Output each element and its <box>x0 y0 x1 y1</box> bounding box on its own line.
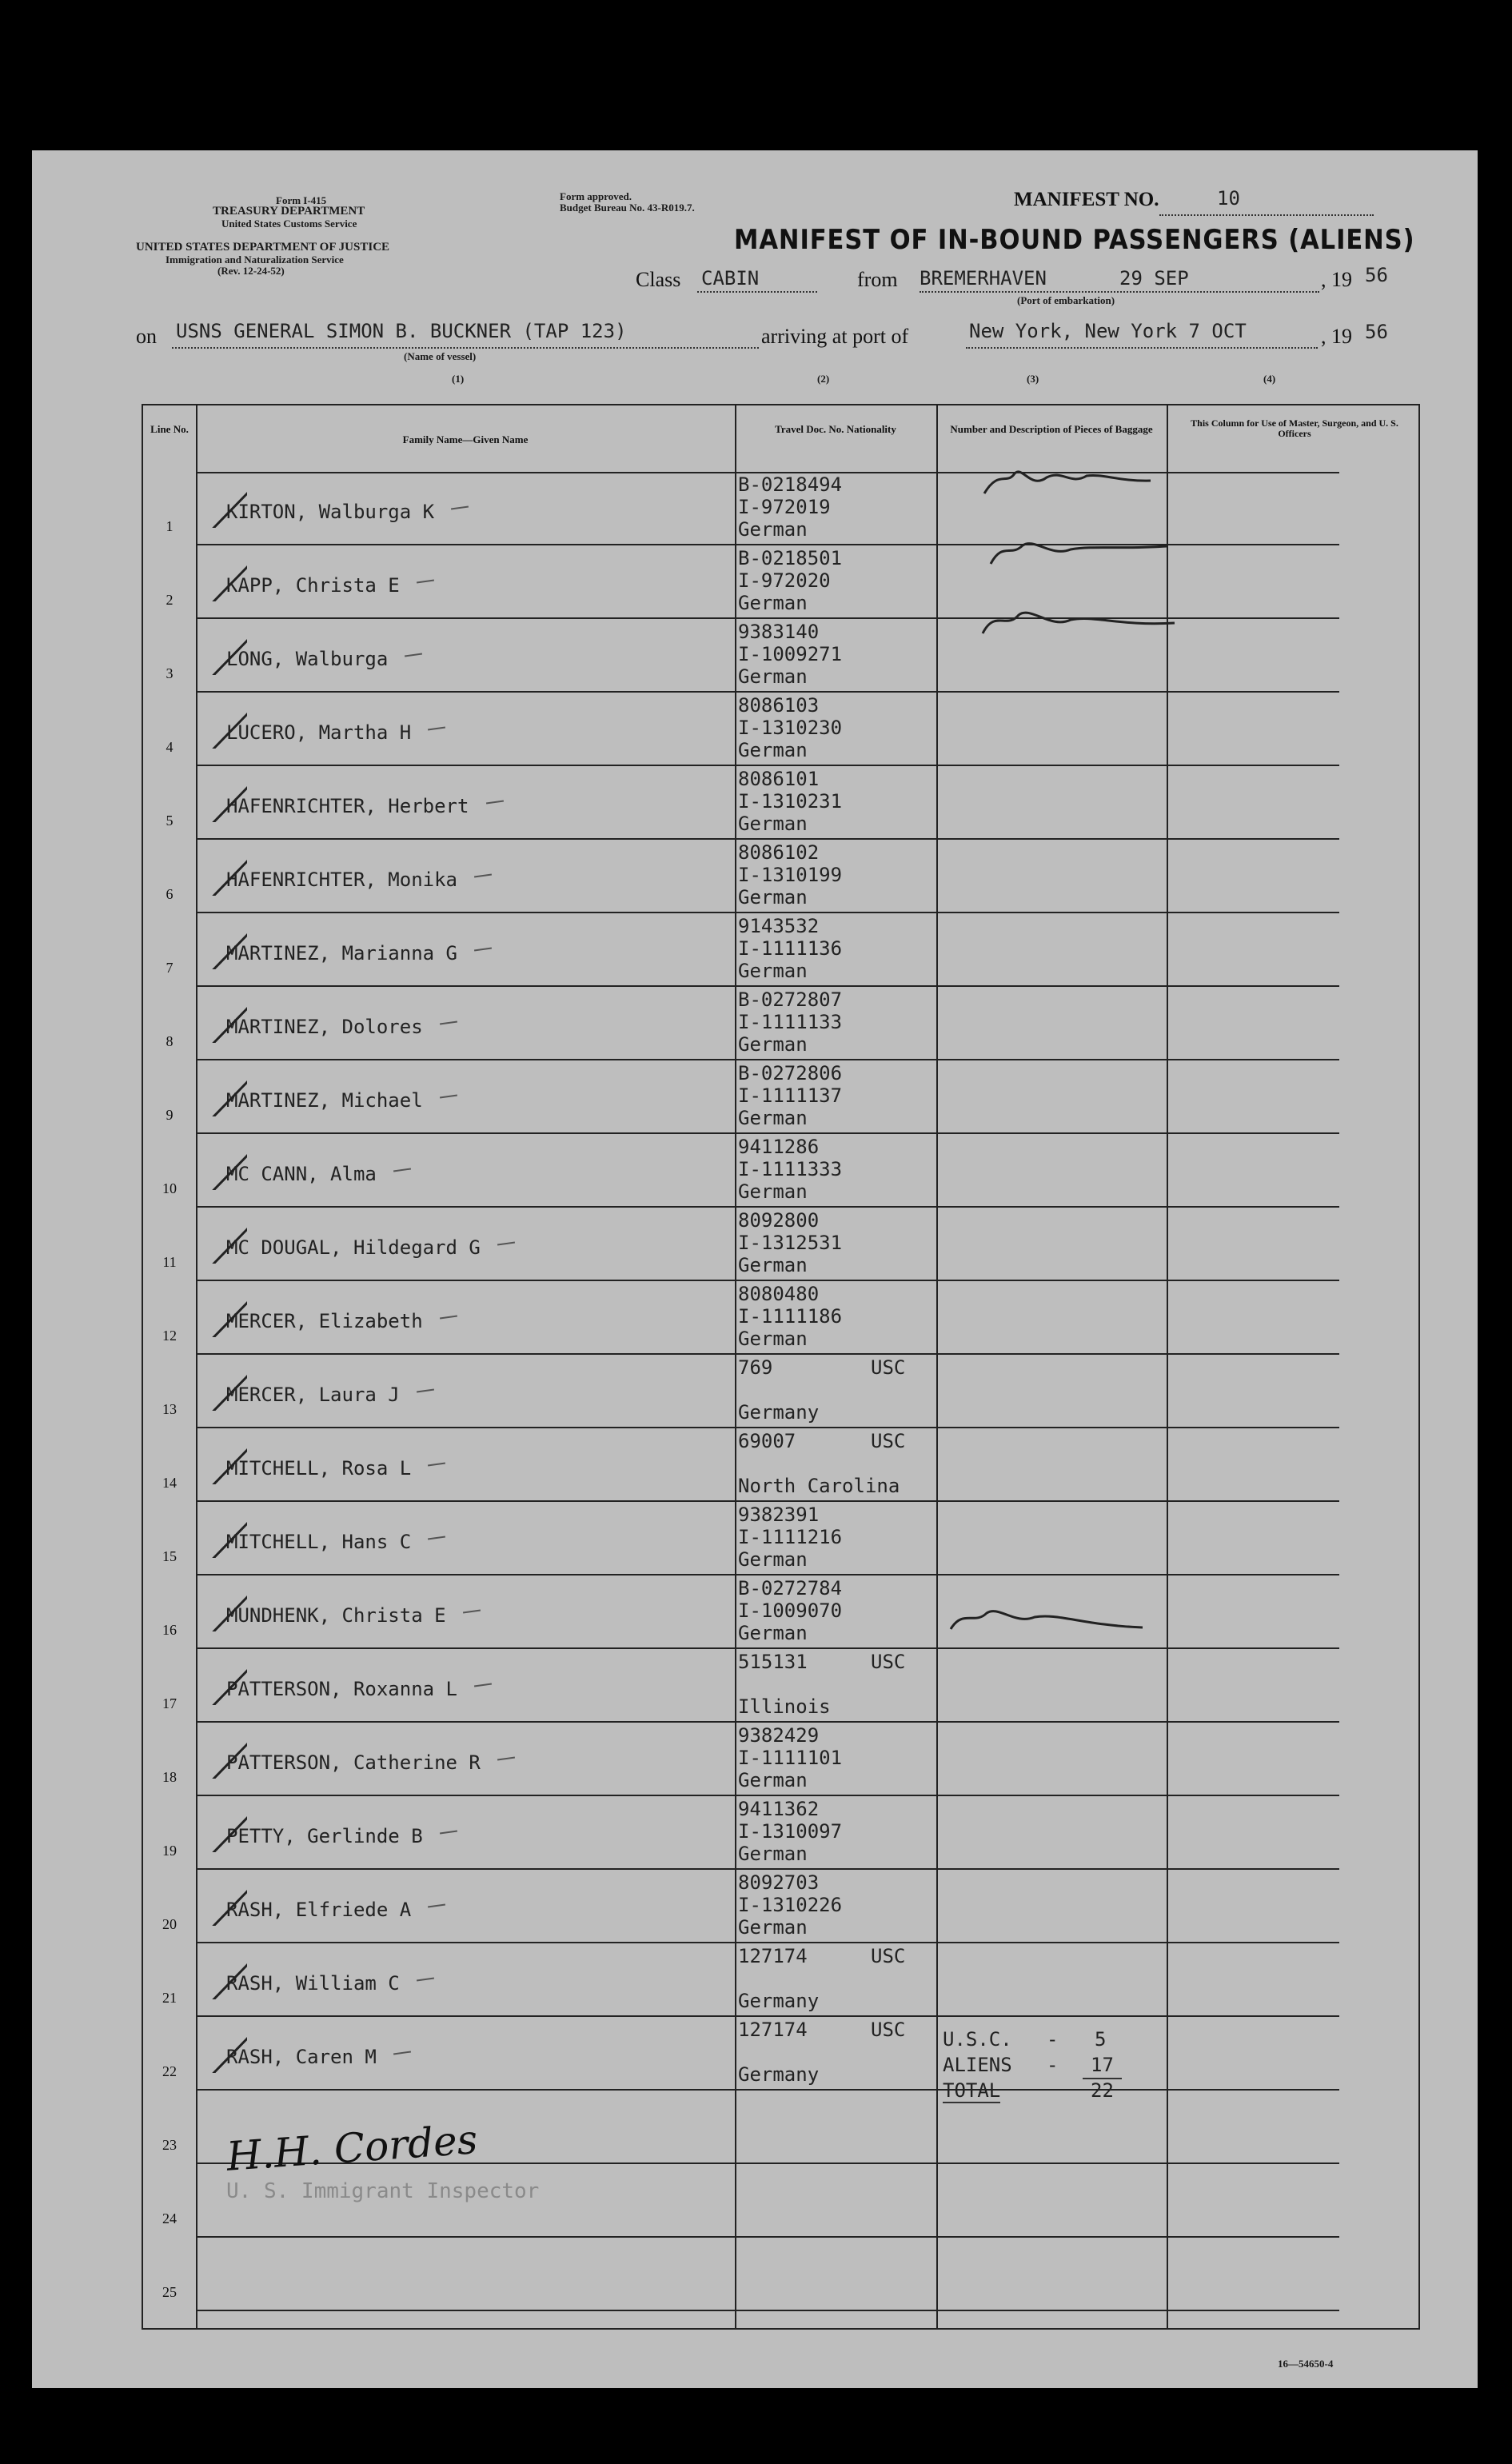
row-line-number: 3 <box>166 665 174 681</box>
tally-mark <box>497 1756 515 1760</box>
port-emb-caption: (Port of embarkation) <box>1017 294 1115 306</box>
row-line-number: 18 <box>162 1769 177 1785</box>
travel-doc-number: I-1310097 <box>738 1820 843 1843</box>
tally-mark <box>393 1168 410 1172</box>
passenger-name: MUNDHENK, Christa E <box>226 1604 446 1627</box>
passenger-name: HAFENRICHTER, Herbert <box>226 795 469 817</box>
travel-doc-number: B-0272784 <box>738 1577 843 1599</box>
row-line-number: 5 <box>166 813 174 829</box>
travel-doc-number: 8086103 <box>738 694 820 717</box>
passenger-name: PATTERSON, Catherine R <box>226 1751 481 1774</box>
summary-sep: - <box>1047 2028 1059 2051</box>
travel-doc-number: 69007 <box>738 1430 796 1452</box>
row-line-number: 1 <box>166 518 174 534</box>
summary-label: TOTAL <box>943 2079 1001 2102</box>
passenger-name: LUCERO, Martha H <box>226 721 412 744</box>
check-mark <box>175 848 247 896</box>
nationality: German <box>738 886 808 909</box>
baggage-initials <box>943 1597 1167 1645</box>
travel-doc-number: 8086101 <box>738 768 820 790</box>
nationality: German <box>738 1843 808 1865</box>
summary-label: ALIENS <box>943 2054 1012 2076</box>
year1-prefix: , 19 <box>1321 268 1352 291</box>
travel-doc-number: I-1310231 <box>738 790 843 813</box>
travel-doc-number: 8086102 <box>738 841 820 864</box>
on-label: on <box>136 325 157 348</box>
passenger-name: RASH, Elfriede A <box>226 1899 412 1921</box>
year2-prefix: , 19 <box>1321 325 1352 348</box>
travel-doc-number: I-1111137 <box>738 1084 843 1107</box>
check-mark <box>175 1216 247 1264</box>
travel-doc-number: B-0218494 <box>738 473 843 496</box>
travel-doc-cell <box>738 1651 831 1718</box>
travel-doc-number: I-972019 <box>738 496 831 518</box>
travel-doc-cell <box>738 1209 842 1276</box>
nationality: German <box>738 665 808 688</box>
row-line-number: 22 <box>162 2063 177 2079</box>
travel-doc-number: 9382429 <box>738 1724 820 1747</box>
tally-mark <box>462 1609 480 1613</box>
row-line-number: 12 <box>162 1328 177 1344</box>
travel-doc-cell <box>738 1724 842 1791</box>
passenger-name: MC CANN, Alma <box>226 1163 377 1185</box>
ins-service: Immigration and Naturalization Service <box>166 254 344 266</box>
travel-doc-number: I-1310226 <box>738 1894 843 1916</box>
nationality: German <box>738 960 808 982</box>
check-mark <box>175 553 247 601</box>
check-mark <box>175 1657 247 1705</box>
row-line-number: 6 <box>166 886 174 902</box>
travel-doc-cell <box>738 621 842 688</box>
table-row <box>143 1355 1418 1428</box>
travel-doc-number: 8092703 <box>738 1871 820 1894</box>
check-mark <box>175 480 247 528</box>
passenger-name: HAFENRICHTER, Monika <box>226 869 457 891</box>
table-row <box>143 1649 1418 1723</box>
summary-row <box>943 2052 1151 2078</box>
footer-code: 16—54650-4 <box>1278 2358 1334 2370</box>
table-row <box>143 987 1418 1060</box>
nationality: German <box>738 1548 808 1571</box>
nationality: Germany <box>738 1401 820 1424</box>
from-line <box>920 269 1319 293</box>
passenger-name: MERCER, Laura J <box>226 1384 400 1406</box>
travel-doc-number <box>738 1379 819 1401</box>
inspector-signature: H.H. Cordes <box>225 2116 480 2180</box>
travel-doc-cell <box>738 2019 819 2086</box>
travel-doc-number: I-1312531 <box>738 1232 843 1254</box>
travel-doc-cell <box>738 1062 842 1129</box>
tally-mark <box>439 1020 457 1024</box>
class-label: Class <box>636 268 681 291</box>
row-line-number: 19 <box>162 1843 177 1859</box>
vessel-name: USNS GENERAL SIMON B. BUCKNER (TAP 123) <box>176 320 627 342</box>
row-line-number: 25 <box>162 2284 177 2300</box>
passenger-name: MERCER, Elizabeth <box>226 1310 423 1332</box>
travel-doc-cell <box>738 841 842 909</box>
travel-doc-number: 9411286 <box>738 1136 820 1158</box>
row-line-number: 7 <box>166 960 174 976</box>
travel-doc-number: I-1310199 <box>738 864 843 886</box>
travel-doc-number <box>738 1673 831 1695</box>
form-number: Form I-415 <box>276 194 327 206</box>
travel-doc-number: 9143532 <box>738 915 820 937</box>
travel-doc-number: I-1009271 <box>738 643 843 665</box>
row-line-number: 9 <box>166 1107 174 1123</box>
inspector-title: U. S. Immigrant Inspector <box>226 2179 540 2203</box>
summary-value: 5 <box>1095 2028 1107 2051</box>
check-mark <box>175 1878 247 1926</box>
baggage-initials <box>975 437 1215 701</box>
check-mark <box>175 921 247 969</box>
nationality: German <box>738 739 808 761</box>
nationality: German <box>738 1769 808 1791</box>
table-row <box>143 913 1418 987</box>
usc-marker: USC <box>871 1430 906 1452</box>
nationality: German <box>738 1033 808 1056</box>
passenger-name: MARTINEZ, Marianna G <box>226 942 457 964</box>
page-title: MANIFEST OF IN-BOUND PASSENGERS (ALIENS) <box>734 224 1415 256</box>
check-mark <box>175 1804 247 1852</box>
check-mark <box>175 1510 247 1558</box>
header-travel-doc: Travel Doc. No. Nationality <box>775 423 896 435</box>
check-mark <box>175 627 247 675</box>
tally-mark <box>428 1536 445 1540</box>
travel-doc-number <box>738 1967 819 1990</box>
row-line-number: 4 <box>166 739 174 755</box>
passenger-name: MARTINEZ, Dolores <box>226 1016 423 1038</box>
tally-mark <box>474 873 492 877</box>
table-row <box>143 1796 1418 1870</box>
embarkation-date: 29 SEP <box>1119 267 1189 290</box>
table-row <box>143 545 1418 619</box>
row-line-number: 14 <box>162 1475 177 1491</box>
table-row <box>143 619 1418 693</box>
header-officers: This Column for Use of Master, Surgeon, and U. S. Officers <box>1191 417 1398 439</box>
passenger-name: KIRTON, Walburga K <box>226 501 435 523</box>
check-mark <box>175 1731 247 1779</box>
row-line-number: 11 <box>162 1254 177 1270</box>
tally-mark <box>474 1683 492 1687</box>
nationality: Germany <box>738 2063 820 2086</box>
passenger-name: RASH, Caren M <box>226 2046 377 2068</box>
table-row <box>143 766 1418 840</box>
tally-mark <box>497 1241 515 1245</box>
row-line-number: 13 <box>162 1401 177 1417</box>
tally-mark <box>439 1094 457 1098</box>
row-rule <box>196 2310 1339 2311</box>
manifest-no-value: 10 <box>1217 187 1240 210</box>
treasury-dept: TREASURY DEPARTMENT <box>213 205 365 218</box>
nationality: German <box>738 1328 808 1350</box>
usc-marker: USC <box>871 2019 906 2041</box>
table-row <box>143 1502 1418 1575</box>
tally-mark <box>416 1388 433 1392</box>
passenger-name: MITCHELL, Rosa L <box>226 1457 412 1480</box>
row-line-number: 15 <box>162 1548 177 1564</box>
tally-mark <box>428 726 445 730</box>
travel-doc-number: 769 <box>738 1356 773 1379</box>
travel-doc-number: 8092800 <box>738 1209 820 1232</box>
tally-mark <box>405 653 422 657</box>
justice-dept: UNITED STATES DEPARTMENT OF JUSTICE <box>136 241 390 254</box>
travel-doc-number: 515131 <box>738 1651 808 1673</box>
nationality: German <box>738 813 808 835</box>
table-row <box>143 840 1418 913</box>
travel-doc-number: I-972020 <box>738 569 831 592</box>
table-row <box>143 2017 1418 2091</box>
summary-value: 22 <box>1091 2079 1114 2102</box>
travel-doc-number: 9411362 <box>738 1798 820 1820</box>
nationality: German <box>738 1107 808 1129</box>
col-num-3: (3) <box>1027 373 1039 385</box>
usc-marker: USC <box>871 1651 906 1673</box>
year1-value: 56 <box>1365 264 1388 286</box>
travel-doc-number: B-0272806 <box>738 1062 843 1084</box>
travel-doc-number: 127174 <box>738 2019 808 2041</box>
header-line-no: Line No. <box>150 423 189 435</box>
passenger-name: LONG, Walburga <box>226 648 389 670</box>
header-name: Family Name—Given Name <box>402 433 529 445</box>
vessel-caption: (Name of vessel) <box>404 350 477 362</box>
check-mark <box>175 1068 247 1116</box>
table-row <box>143 2238 1418 2311</box>
tally-mark <box>428 1462 445 1466</box>
table-row <box>143 693 1418 766</box>
customs-service: United States Customs Service <box>221 218 357 230</box>
travel-doc-number: B-0218501 <box>738 547 843 569</box>
nationality: North Carolina <box>738 1475 900 1497</box>
manifest-no-line <box>1159 187 1374 216</box>
travel-doc-number: I-1111136 <box>738 937 843 960</box>
row-line-number: 8 <box>166 1033 174 1049</box>
travel-doc-cell <box>738 768 842 835</box>
row-line-number: 20 <box>162 1916 177 1932</box>
summary-label: U.S.C. <box>943 2028 1012 2051</box>
travel-doc-cell <box>738 1283 842 1350</box>
travel-doc-number: I-1009070 <box>738 1599 843 1622</box>
passenger-name: MARTINEZ, Michael <box>226 1089 423 1112</box>
arriving-label: arriving at port of <box>761 325 909 348</box>
from-value: BREMERHAVEN <box>920 267 1047 290</box>
nationality: German <box>738 518 808 541</box>
header-baggage: Number and Description of Pieces of Baggage <box>950 423 1153 435</box>
travel-doc-cell <box>738 694 842 761</box>
table-row <box>143 1575 1418 1649</box>
col-num-1: (1) <box>452 373 465 385</box>
class-value: CABIN <box>701 267 760 290</box>
manifest-no-label: MANIFEST NO. <box>1014 189 1159 210</box>
passenger-table <box>142 404 1420 2330</box>
table-row <box>143 1870 1418 1943</box>
travel-doc-cell <box>738 1504 842 1571</box>
nationality: Illinois <box>738 1695 831 1718</box>
travel-doc-number: I-1310230 <box>738 717 843 739</box>
check-mark <box>175 701 247 749</box>
travel-doc-number: 127174 <box>738 1945 808 1967</box>
row-line-number: 10 <box>162 1180 177 1196</box>
year2-value: 56 <box>1365 321 1388 343</box>
check-mark <box>175 2025 247 2073</box>
col-num-2: (2) <box>817 373 830 385</box>
table-row <box>143 1208 1418 1281</box>
nationality: German <box>738 1254 808 1276</box>
nationality: German <box>738 1622 808 1644</box>
row-line-number: 16 <box>162 1622 177 1638</box>
summary-row <box>943 2027 1151 2052</box>
travel-doc-cell <box>738 1798 842 1865</box>
nationality: German <box>738 592 808 614</box>
tally-mark <box>428 1903 445 1907</box>
travel-doc-number: I-1111333 <box>738 1158 843 1180</box>
travel-doc-cell <box>738 473 842 541</box>
tally-mark <box>393 2051 410 2055</box>
travel-doc-number: 9382391 <box>738 1504 820 1526</box>
check-mark <box>175 1142 247 1190</box>
row-line-number: 23 <box>162 2137 177 2153</box>
row-line-number: 21 <box>162 1990 177 2006</box>
row-line-number: 17 <box>162 1695 177 1711</box>
table-row <box>143 1943 1418 2017</box>
travel-doc-cell <box>738 547 842 614</box>
passenger-name: KAPP, Christa E <box>226 574 400 597</box>
tally-mark <box>485 800 503 804</box>
from-label: from <box>857 268 898 291</box>
row-line-number: 2 <box>166 592 174 608</box>
passenger-name: MC DOUGAL, Hildegard G <box>226 1236 481 1259</box>
passenger-name: PETTY, Gerlinde B <box>226 1825 423 1847</box>
tally-mark <box>439 1315 457 1319</box>
passenger-name: MITCHELL, Hans C <box>226 1531 412 1553</box>
form-rev: (Rev. 12-24-52) <box>217 265 285 277</box>
travel-doc-cell <box>738 1945 819 2012</box>
check-mark <box>175 1363 247 1411</box>
nationality: German <box>738 1916 808 1939</box>
travel-doc-number <box>738 1452 900 1475</box>
arrival-port: New York, New York 7 OCT <box>969 320 1247 342</box>
check-mark <box>175 1289 247 1337</box>
check-mark <box>175 1583 247 1631</box>
travel-doc-cell <box>738 988 842 1056</box>
form-approved: Form approved. <box>560 190 632 202</box>
travel-doc-number: B-0272807 <box>738 988 843 1011</box>
travel-doc-number: I-1111133 <box>738 1011 843 1033</box>
check-mark <box>175 995 247 1043</box>
travel-doc-cell <box>738 915 842 982</box>
table-row <box>143 1428 1418 1502</box>
usc-marker: USC <box>871 1356 906 1379</box>
travel-doc-number <box>738 2041 819 2063</box>
usc-marker: USC <box>871 1945 906 1967</box>
summary-value: 17 <box>1083 2052 1122 2079</box>
summary-sep: - <box>1047 2054 1059 2076</box>
travel-doc-cell <box>738 1871 842 1939</box>
row-line-number: 24 <box>162 2210 177 2226</box>
check-mark <box>175 774 247 822</box>
nationality: Germany <box>738 1990 820 2012</box>
passenger-name: PATTERSON, Roxanna L <box>226 1678 457 1700</box>
col-num-4: (4) <box>1263 373 1276 385</box>
check-mark <box>175 1951 247 1999</box>
table-row <box>143 1060 1418 1134</box>
summary-row <box>943 2078 1151 2103</box>
table-row <box>143 1281 1418 1355</box>
travel-doc-number: I-1111101 <box>738 1747 843 1769</box>
travel-doc-cell <box>738 1136 842 1203</box>
vessel-line <box>172 320 759 349</box>
travel-doc-number: I-1111216 <box>738 1526 843 1548</box>
table-row <box>143 1723 1418 1796</box>
table-row <box>143 472 1418 545</box>
tally-mark <box>439 1830 457 1834</box>
passenger-name: RASH, William C <box>226 1972 400 1995</box>
nationality: German <box>738 1180 808 1203</box>
tally-mark <box>451 505 469 509</box>
tally-mark <box>416 579 433 583</box>
budget-bureau: Budget Bureau No. 43-R019.7. <box>560 202 695 214</box>
class-line <box>697 269 817 293</box>
check-mark <box>175 1436 247 1484</box>
table-row <box>143 1134 1418 1208</box>
travel-doc-number: 9383140 <box>738 621 820 643</box>
travel-doc-number: 8080480 <box>738 1283 820 1305</box>
tally-mark <box>474 947 492 951</box>
tally-mark <box>416 1977 433 1981</box>
travel-doc-cell <box>738 1577 842 1644</box>
arrival-port-line <box>966 320 1318 349</box>
travel-doc-number: I-1111186 <box>738 1305 843 1328</box>
travel-doc-cell <box>738 1356 819 1424</box>
